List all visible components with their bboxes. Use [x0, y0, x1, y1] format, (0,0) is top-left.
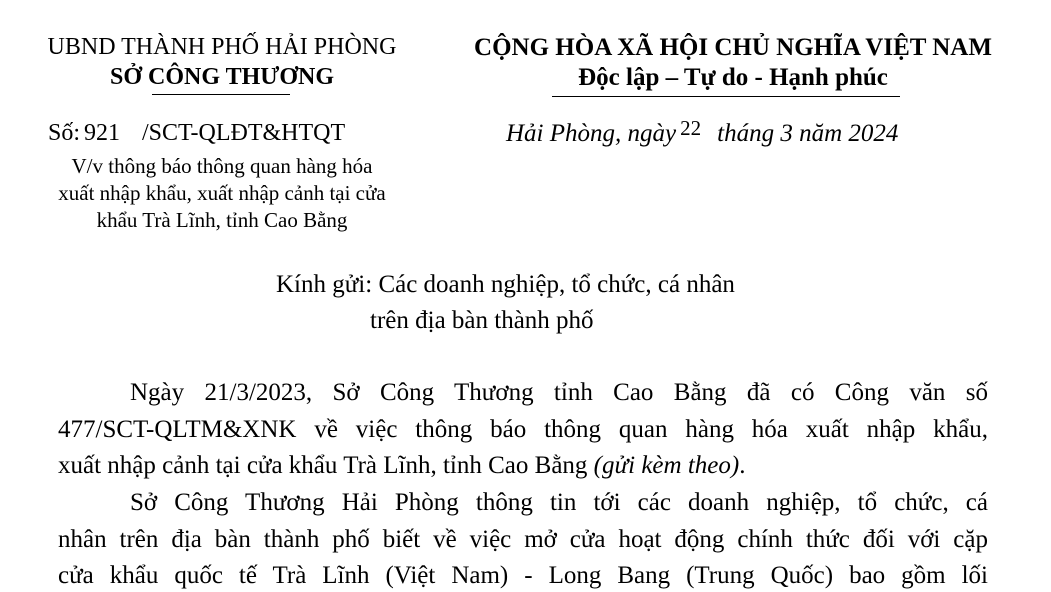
- document-number-code: /SCT-QLĐT&HTQT: [142, 120, 346, 146]
- date-day: 22: [680, 116, 702, 140]
- national-title: CỘNG HÒA XÃ HỘI CHỦ NGHĨA VIỆT NAM: [474, 34, 992, 61]
- department-underline: [152, 94, 290, 95]
- document-subject: [22, 153, 422, 234]
- document-number-value: 921: [84, 120, 121, 146]
- motto-underline: [552, 96, 900, 97]
- recipient-line: trên địa bàn thành phố: [370, 307, 594, 334]
- issuing-department: SỞ CÔNG THƯƠNG: [109, 64, 335, 90]
- recipient-line: Kính gửi: Các doanh nghiệp, tổ chức, cá nhân: [276, 271, 735, 298]
- body-line: [58, 452, 988, 480]
- document-number: [48, 120, 345, 147]
- body-line: Sở Công Thương Hải Phòng thông tin tới các doanh nghiệp, tổ chức, cá: [130, 489, 988, 516]
- date-prefix: Hải Phòng, ngày: [506, 120, 677, 147]
- date-suffix: tháng 3 năm 2024: [717, 120, 899, 147]
- document-date: [506, 116, 899, 148]
- subject-line: xuất nhập khẩu, xuất nhập cảnh tại cửa: [58, 181, 386, 205]
- body-text: xuất nhập cảnh tại cửa khẩu Trà Lĩnh, tỉnh Cao Bằng: [58, 452, 594, 479]
- body-line: nhân trên địa bàn thành phố biết về việc mở cửa hoạt động chính thức đối với cặp: [58, 526, 988, 553]
- body-line: 477/SCT-QLTM&XNK về việc thông báo thông quan hàng hóa xuất nhập khẩu,: [58, 416, 988, 443]
- body-text: .: [739, 452, 746, 479]
- national-motto: Độc lập – Tự do - Hạnh phúc: [578, 64, 888, 91]
- body-line: Ngày 21/3/2023, Sở Công Thương tỉnh Cao Bằng đã có Công văn số: [130, 379, 988, 406]
- issuing-authority: UBND THÀNH PHỐ HẢI PHÒNG: [47, 34, 397, 60]
- document-number-label: Số:: [48, 120, 81, 146]
- subject-line: khẩu Trà Lĩnh, tỉnh Cao Bằng: [96, 208, 348, 232]
- attachment-note: (gửi kèm theo): [593, 452, 740, 479]
- subject-line: V/v thông báo thông quan hàng hóa: [71, 154, 373, 178]
- body-line: cửa khẩu quốc tế Trà Lĩnh (Việt Nam) - Long Bang (Trung Quốc) bao gồm lối: [58, 562, 988, 589]
